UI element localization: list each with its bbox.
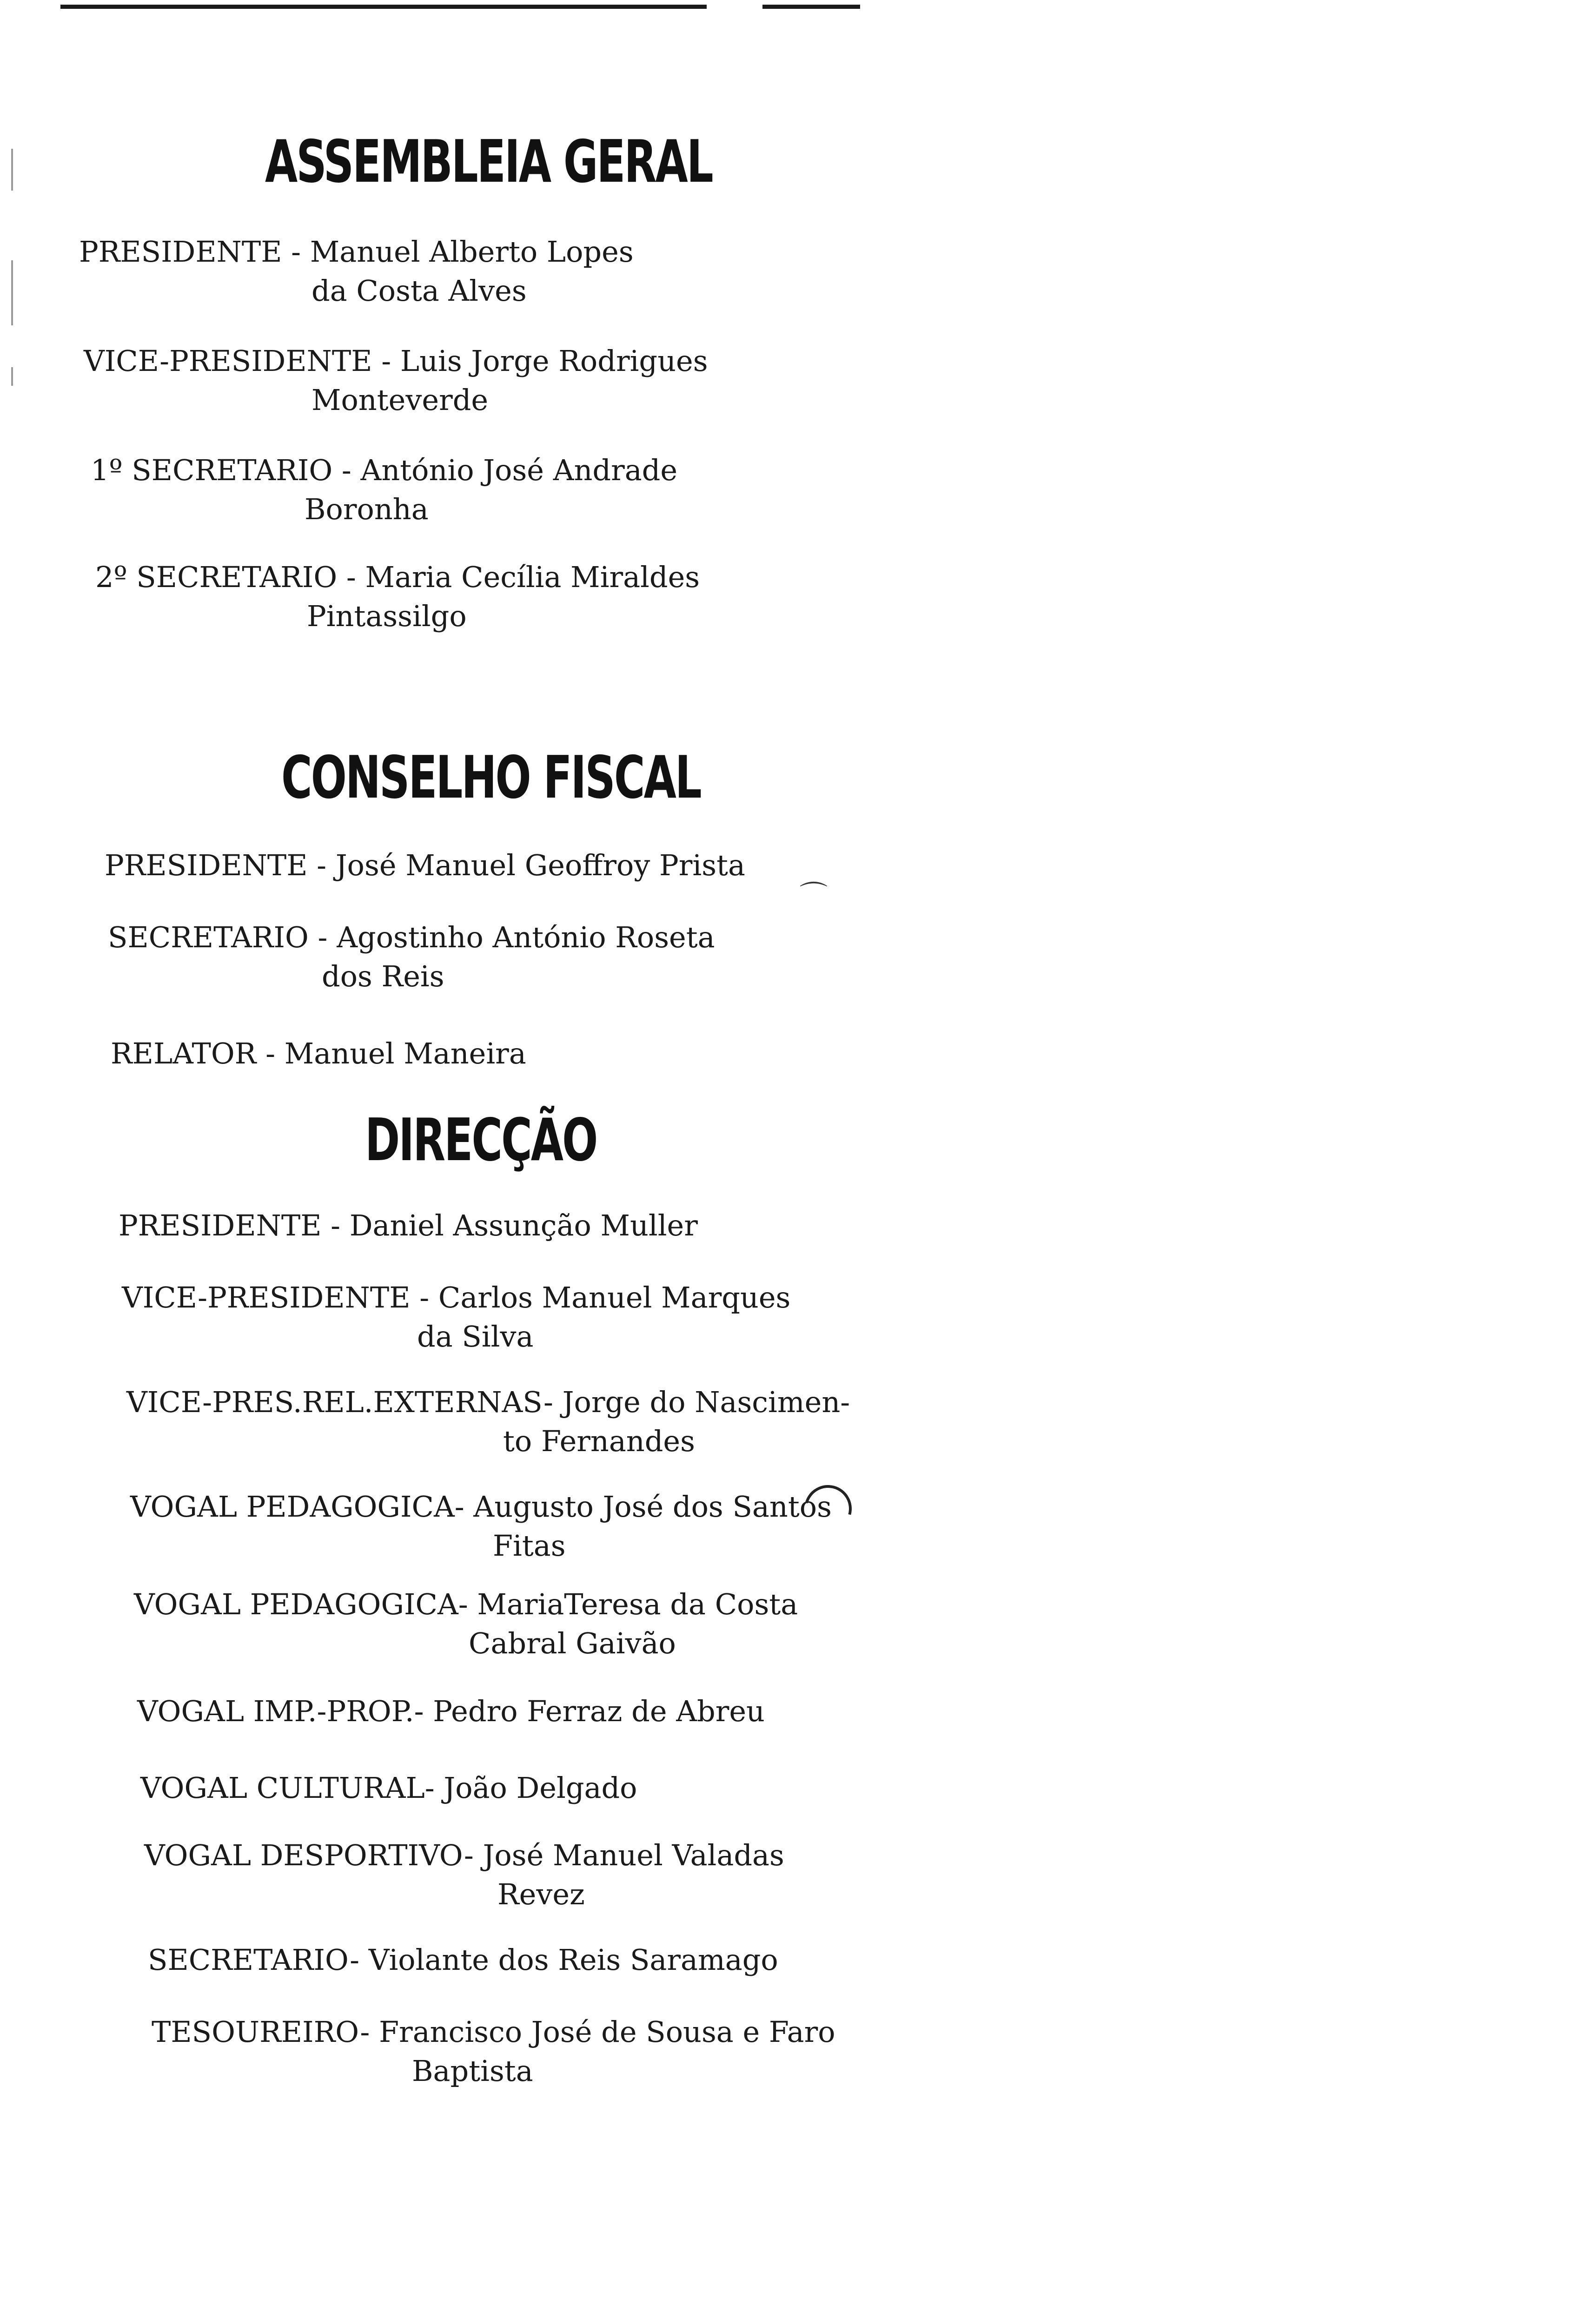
scan-mark-tilde: ⌒ <box>800 880 828 912</box>
member-name: José Manuel Valadas <box>483 1838 784 1872</box>
member-name: Luis Jorge Rodrigues <box>400 344 708 378</box>
entry-dir-vogal-imp-prop <box>137 1692 765 1731</box>
role-label: PRESIDENTE - <box>105 848 327 882</box>
member-name-cont: da Silva <box>417 1319 534 1353</box>
role-label: VOGAL IMP.-PROP.- <box>137 1694 424 1728</box>
role-label: VICE-PRESIDENTE - <box>122 1281 430 1314</box>
entry-dir-secretario <box>148 1941 778 1980</box>
entry-ag-presidente <box>79 232 634 310</box>
role-label: VOGAL PEDAGOGICA- <box>134 1587 468 1621</box>
entry-ag-vice-presidente <box>84 342 708 419</box>
role-label: RELATOR - <box>111 1037 276 1070</box>
member-name: Augusto José dos Santos <box>473 1490 832 1524</box>
member-name-cont: Revez <box>497 1877 585 1911</box>
member-name-cont: Monteverde <box>311 383 489 417</box>
role-label: PRESIDENTE - <box>119 1208 341 1242</box>
member-name: António José Andrade <box>360 453 678 487</box>
entry-dir-presidente <box>119 1206 698 1245</box>
role-label: VICE-PRESIDENTE - <box>84 344 391 378</box>
scan-mark <box>11 149 13 191</box>
member-name-cont: Boronha <box>305 492 429 526</box>
role-label: VOGAL PEDAGOGICA- <box>130 1490 464 1524</box>
member-name-cont: to Fernandes <box>503 1424 695 1458</box>
scan-mark <box>11 260 13 325</box>
member-name: Manuel Alberto Lopes <box>310 235 634 269</box>
member-name-cont: da Costa Alves <box>311 273 527 308</box>
member-name: Agostinho António Roseta <box>337 920 715 954</box>
entry-ag-1-secretario <box>91 451 677 528</box>
heading-assembleia-geral: ASSEMBLEIA GERAL <box>265 127 712 196</box>
heading-conselho-fiscal: CONSELHO FISCAL <box>281 743 701 812</box>
entry-dir-tesoureiro <box>152 2013 835 2090</box>
role-label: TESOUREIRO- <box>152 2015 370 2049</box>
member-name-cont: Cabral Gaivão <box>469 1626 676 1660</box>
entry-cf-relator <box>111 1034 526 1073</box>
role-label: 2º SECRETARIO - <box>95 560 356 594</box>
role-label: SECRETARIO - <box>108 920 328 954</box>
entry-dir-vogal-desportivo <box>144 1836 784 1914</box>
member-name: MariaTeresa da Costa <box>477 1587 798 1621</box>
member-name: Daniel Assunção Muller <box>349 1208 698 1242</box>
entry-dir-vogal-pedagogica-2 <box>134 1585 798 1663</box>
role-label: 1º SECRETARIO - <box>91 453 351 487</box>
member-name: Maria Cecília Miraldes <box>365 560 700 594</box>
entry-dir-vogal-pedagogica-1 <box>130 1487 832 1565</box>
member-name-cont: dos Reis <box>322 959 444 993</box>
member-name: Violante dos Reis Saramago <box>368 1943 778 1977</box>
top-rule-gap <box>707 4 762 10</box>
member-name: José Manuel Geoffroy Prista <box>335 848 745 882</box>
member-name: Carlos Manuel Marques <box>438 1281 791 1314</box>
entry-cf-secretario <box>108 918 715 996</box>
scan-mark <box>11 367 13 386</box>
role-label: SECRETARIO- <box>148 1943 360 1977</box>
entry-ag-2-secretario <box>95 558 700 635</box>
member-name-cont: Pintassilgo <box>307 599 467 633</box>
entry-dir-vice-pres-rel-externas <box>126 1383 850 1460</box>
entry-dir-vogal-cultural <box>140 1769 637 1808</box>
role-label: VOGAL DESPORTIVO- <box>144 1838 474 1872</box>
role-label: VICE-PRES.REL.EXTERNAS- <box>126 1385 553 1419</box>
member-name: João Delgado <box>444 1771 637 1805</box>
member-name: Pedro Ferraz de Abreu <box>433 1694 765 1728</box>
heading-direccao: DIRECÇÃO <box>365 1106 597 1174</box>
entry-dir-vice-presidente <box>122 1278 790 1356</box>
entry-cf-presidente <box>105 846 745 885</box>
member-name: Manuel Maneira <box>284 1037 526 1070</box>
member-name: Francisco José de Sousa e Faro <box>379 2015 835 2049</box>
member-name: Jorge do Nascimen- <box>562 1385 850 1419</box>
role-label: VOGAL CULTURAL- <box>140 1771 435 1805</box>
member-name-cont: Baptista <box>412 2053 533 2088</box>
member-name-cont: Fitas <box>493 1528 566 1563</box>
role-label: PRESIDENTE - <box>79 235 301 269</box>
